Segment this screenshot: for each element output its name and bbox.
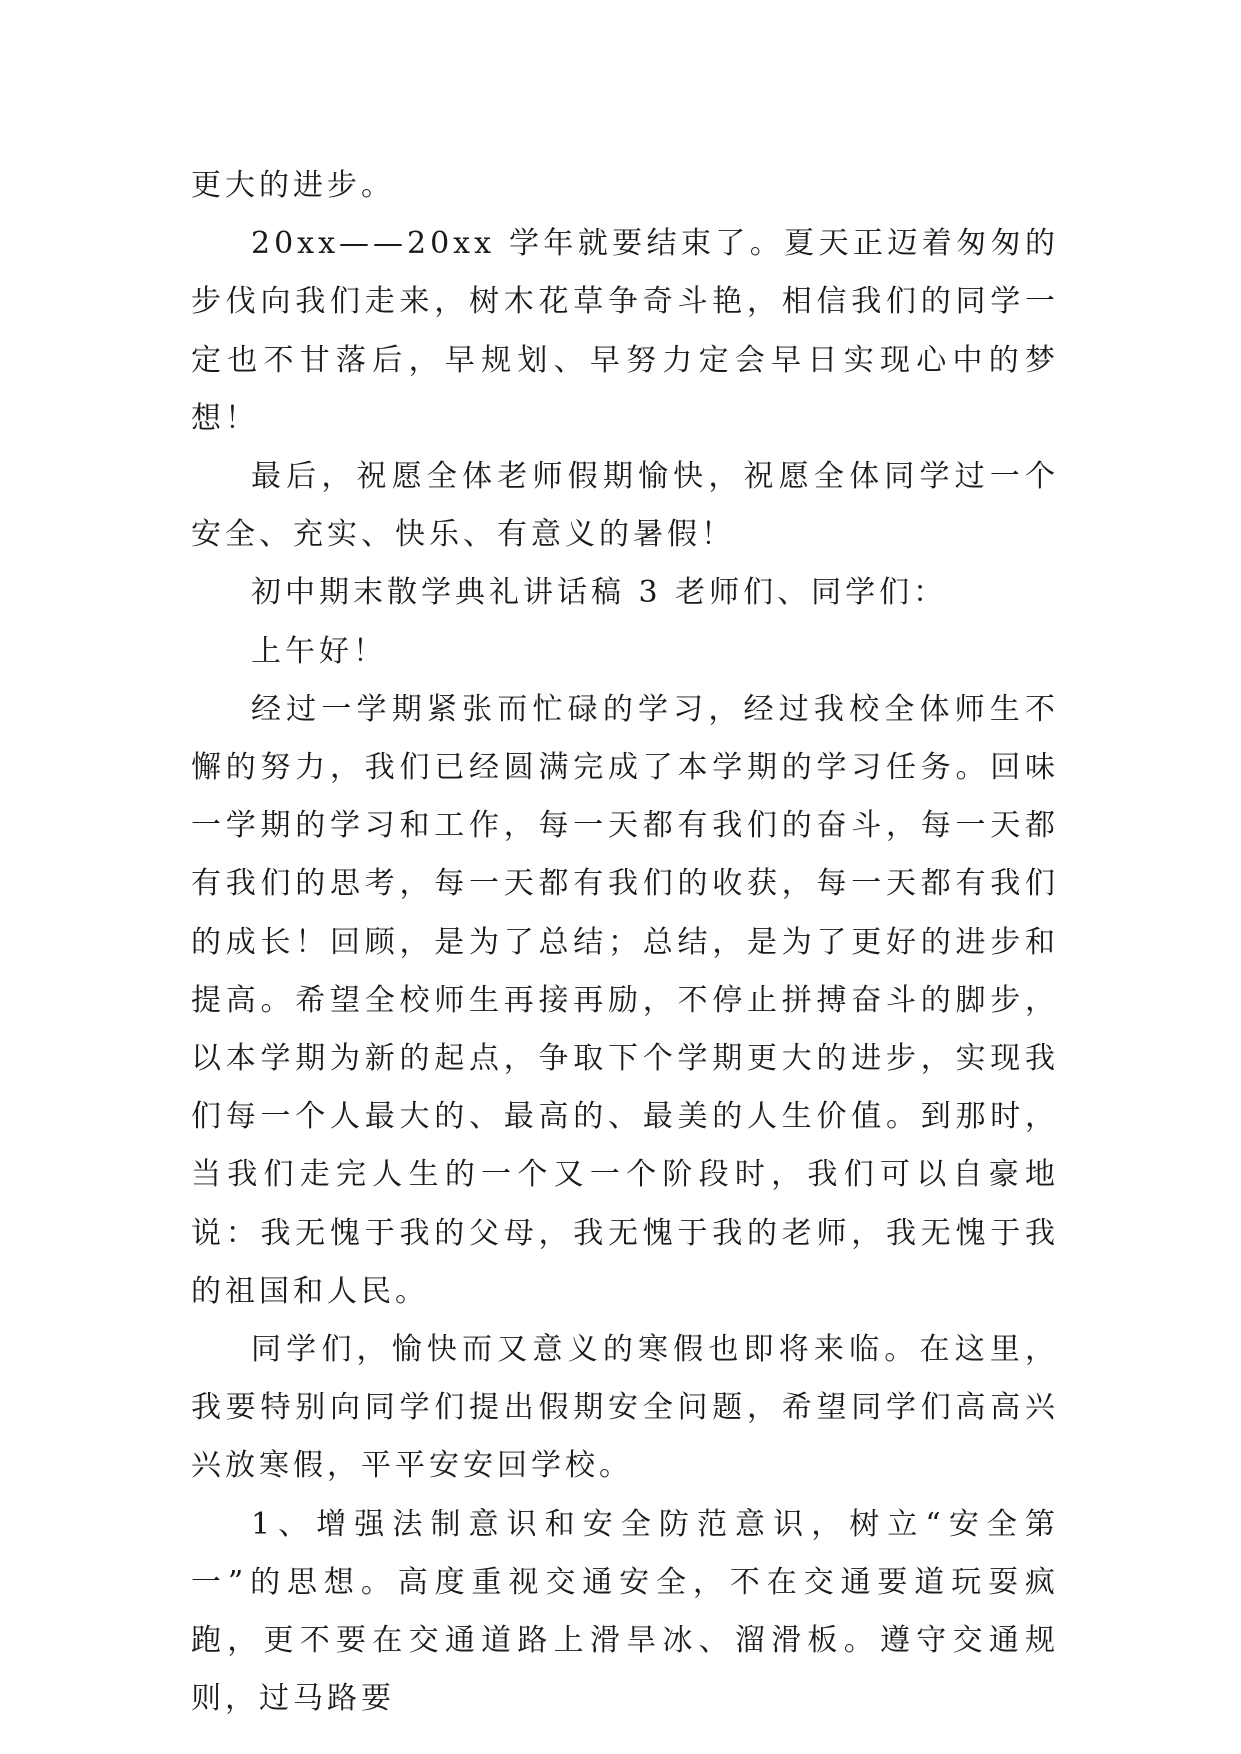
document-body	[191, 157, 1059, 1728]
paragraph-school-year-ending: 20xx——20xx 学年就要结束了。夏天正迈着匆匆的步伐向我们走来，树木花草争奇斗艳，相信我们的同学一定也不甘落后，早规划、早努力定会早日实现心中的梦想！	[191, 226, 1059, 436]
paragraph-closing-wishes: 最后，祝愿全体老师假期愉快，祝愿全体同学过一个安全、充实、快乐、有意义的暑假！	[191, 459, 1059, 553]
paragraph-speech-heading: 初中期末散学典礼讲话稿 3 老师们、同学们：	[251, 575, 948, 611]
paragraph-greeting: 上午好！	[251, 633, 387, 669]
paragraph-continuation: 更大的进步。	[191, 168, 395, 203]
paragraph-holiday-safety-intro: 同学们，愉快而又意义的寒假也即将来临。在这里，我要特别向同学们提出假期安全问题，希望同学们高高兴兴放寒假，平平安安回学校。	[191, 1332, 1059, 1484]
paragraph-semester-review: 经过一学期紧张而忙碌的学习，经过我校全体师生不懈的努力，我们已经圆满完成了本学期的学习任务。回味一学期的学习和工作，每一天都有我们的奋斗，每一天都有我们的思考，每一天都有我们的收获，每一天都有我们的成长！回顾，是为了总结；总结，是为了更好的进步和提高。希望全校师生再接再励，不停止拼搏奋斗的脚步，以本学期为新的起点，争取下个学期更大的进步，实现我们每一个人最大的、最高的、最美的人生价值。到那时，当我们走完人生的一个又一个阶段时，我们可以自豪地说：我无愧于我的父母，我无愧于我的老师，我无愧于我的祖国和人民。	[191, 691, 1059, 1309]
paragraph-safety-item-1: 1、增强法制意识和安全防范意识，树立“安全第一”的思想。高度重视交通安全，不在交通要道玩耍疯跑，更不要在交通道路上滑旱冰、溜滑板。遵守交通规则，过马路要	[191, 1506, 1059, 1717]
